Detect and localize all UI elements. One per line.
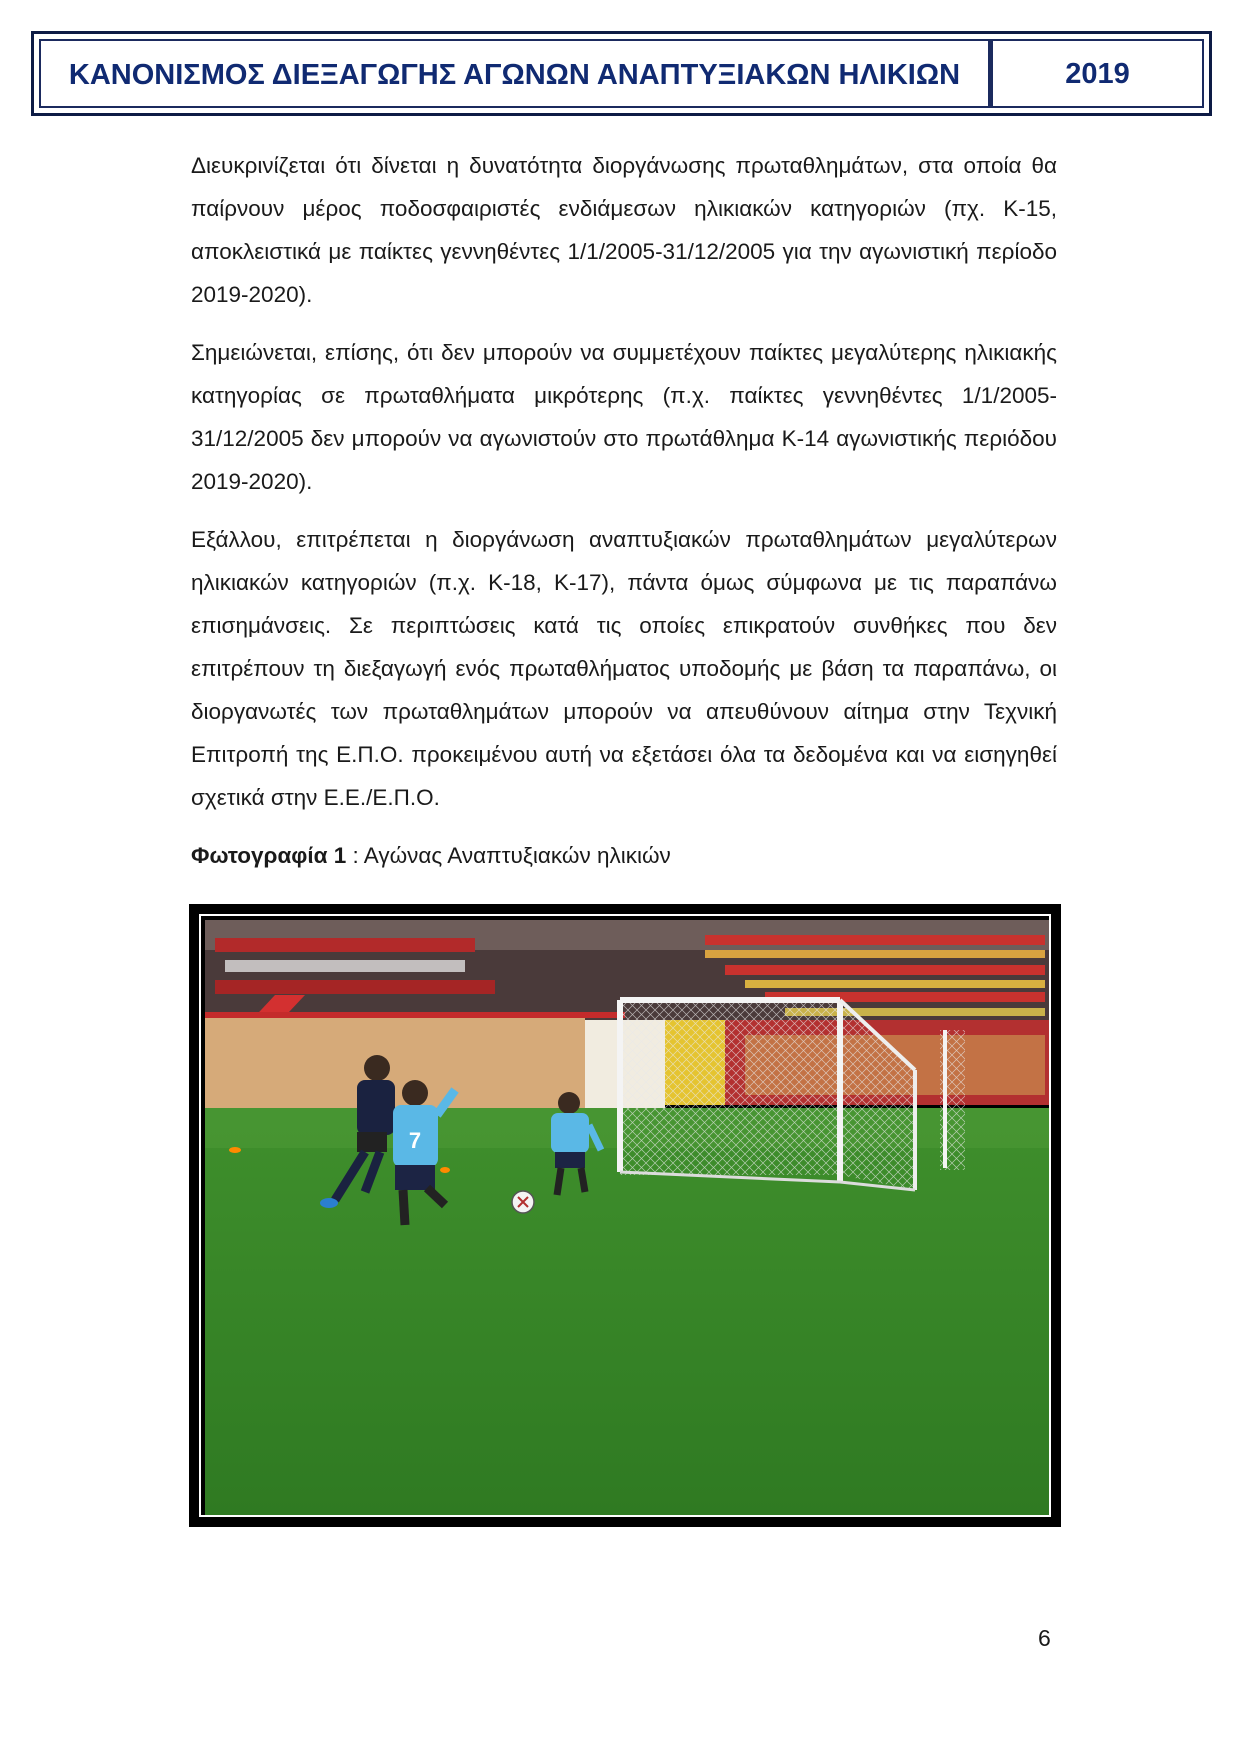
photo-border — [199, 914, 1051, 1517]
paragraph-3: Εξάλλου, επιτρέπεται η διοργάνωση αναπτυξιακών πρωταθλημάτων μεγαλύτερων ηλικιακών κατηγοριών (π.χ. Κ-18, Κ-17), πάντα όμως σύμφωνα με τις παραπάνω επισημάνσεις. Σε περιπτώσεις κατά τις οποίες επικρατούν συνθήκες που δεν επιτρέπουν τη διεξαγωγή ενός πρωταθλήματος υποδομής με βάση τα παραπάνω, οι διοργανωτές των πρωταθλημάτων μπορούν να απευθύνουν αίτημα στην Τεχνική Επιτροπή της Ε.Π.Ο. προκειμένου αυτή να εξετάσει όλα τα δεδομένα και να εισηγηθεί σχετικά στην Ε.Ε./Ε.Π.Ο. — [191, 527, 1057, 810]
paragraph-2: Σημειώνεται, επίσης, ότι δεν μπορούν να συμμετέχουν παίκτες μεγαλύτερης ηλικιακής κατηγορίας σε πρωταθλήματα μικρότερης (π.χ. παίκτες γεννηθέντες 1/1/2005-31/12/2005 δεν μπορούν να αγωνιστούν στο πρωτάθλημα Κ-14 αγωνιστικής περιόδου 2019-2020). — [191, 340, 1057, 494]
photo-frame — [189, 904, 1061, 1527]
body-text — [191, 144, 1057, 834]
photo-caption — [191, 843, 671, 869]
document-title: ΚΑΝΟΝΙΣΜΟΣ ΔΙΕΞΑΓΩΓΗΣ ΑΓΩΝΩΝ ΑΝΑΠΤΥΞΙΑΚΩΝ ΗΛΙΚΙΩΝ — [41, 41, 993, 106]
caption-text: : Αγώνας Αναπτυξιακών ηλικιών — [346, 843, 671, 868]
paragraph-1: Διευκρινίζεται ότι δίνεται η δυνατότητα διοργάνωσης πρωταθλημάτων, στα οποία θα παίρνουν μέρος ποδοσφαιριστές ενδιάμεσων ηλικιακών κατηγοριών (πχ. Κ-15, αποκλειστικά με παίκτες γεννηθέντες 1/1/2005-31/12/2005 για την αγωνιστική περίοδο 2019-2020). — [191, 153, 1057, 307]
header-box — [39, 39, 1204, 108]
document-header — [31, 31, 1212, 116]
jersey-number: 7 — [408, 1128, 422, 1153]
goal-net — [620, 1000, 915, 1190]
football-match-photo — [205, 920, 1049, 1515]
document-year: 2019 — [1065, 58, 1130, 90]
page-number: 6 — [1038, 1625, 1051, 1651]
caption-label: Φωτογραφία 1 — [191, 843, 347, 868]
